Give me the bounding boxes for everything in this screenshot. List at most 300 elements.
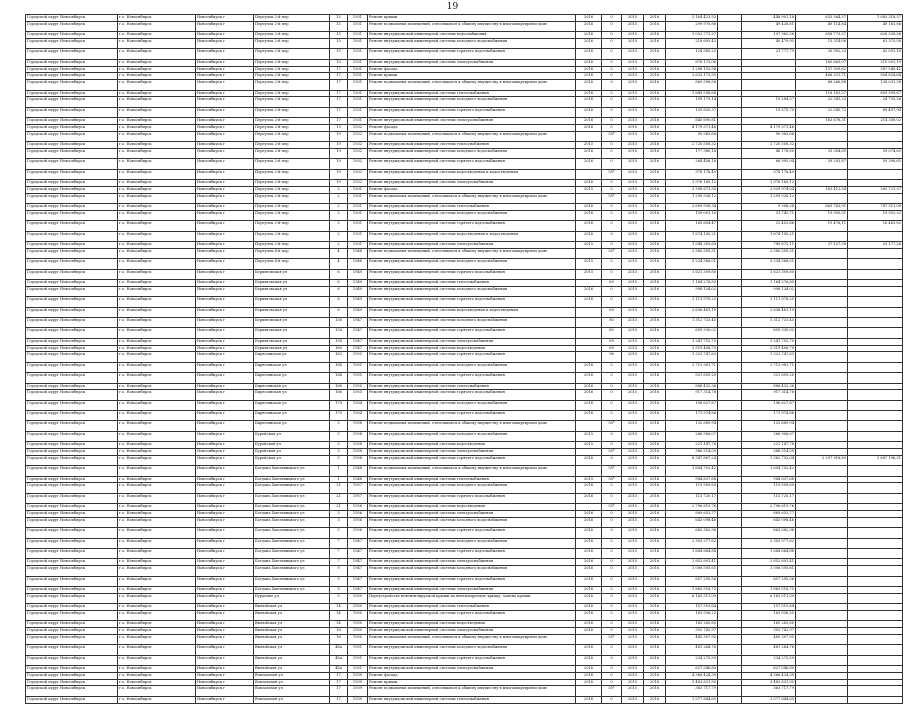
- cell-cost-2015: [796, 666, 848, 673]
- cell-plan-year: 2016: [576, 59, 602, 66]
- cell-city-district: г.о. Новосибирск: [118, 73, 196, 80]
- cell-wear-percent: 80: [602, 328, 622, 338]
- cell-settlement: Новосибирск г: [196, 97, 254, 107]
- cell-end-year: 2016: [644, 548, 666, 558]
- cell-house-number: 19: [330, 159, 348, 169]
- cell-work-type: Ремонт внутридомовой инженерной системы водоотведения и водоотведения: [368, 307, 576, 317]
- cell-end-year: 2016: [644, 66, 666, 73]
- cell-municipality: Городской округ Новосибирск: [26, 317, 118, 327]
- cell-total-cost: 119 509,69: [666, 483, 718, 493]
- cell-cost-2016: [848, 493, 903, 503]
- cell-wear-percent: 0: [602, 269, 622, 279]
- cell-house-number: 48а: [330, 655, 348, 665]
- cell-end-year: 2016: [644, 307, 666, 317]
- cell-cost-2015: [796, 286, 848, 296]
- cell-city-district: г.о. Новосибирск: [118, 666, 196, 673]
- cell-house-number: 17: [330, 679, 348, 686]
- cell-settlement: Новосибирск г: [196, 90, 254, 97]
- cell-cost-2016: 214 358,02: [848, 118, 903, 125]
- cell-cost-2016: [848, 548, 903, 558]
- cell-wear-percent: 0: [602, 21, 622, 31]
- table-row: [26, 476, 903, 483]
- cell-build-year: 1948: [348, 466, 368, 476]
- cell-cost-2016: [848, 231, 903, 241]
- cell-cost-2015: [796, 493, 848, 503]
- cell-work-type: Ремонт внутридомовой инженерной системы теплоснабжения: [368, 280, 576, 287]
- cell-total-cost: 1 052 771,27: [666, 32, 718, 39]
- cell-plan-year: 2016: [576, 566, 602, 576]
- cell-cost-2016: [848, 483, 903, 493]
- table-row: [26, 455, 903, 465]
- cell-end-year: 2016: [644, 566, 666, 576]
- cell-plan-year: 2016: [576, 593, 602, 603]
- cell-unit-cost: [718, 449, 742, 456]
- cell-total-cost: 485 307,95: [666, 634, 718, 644]
- cell-plan-year: 2016: [576, 180, 602, 187]
- cell-city-district: г.о. Новосибирск: [118, 280, 196, 287]
- cell-municipality: Городской округ Новосибирск: [26, 352, 118, 362]
- cell-plan-year: 2016: [576, 400, 602, 410]
- cell-work-type: Ремонт внутридомовой инженерной системы горячего водоснабжения: [368, 411, 576, 421]
- cell-wear-percent: 0: [602, 655, 622, 665]
- table-row: [26, 628, 903, 635]
- cell-work-type: Ремонт крыши: [368, 679, 576, 686]
- cell-city-district: г.о. Новосибирск: [118, 231, 196, 241]
- table-row: [26, 38, 903, 48]
- cell-house-number: 164: [330, 373, 348, 383]
- cell-house-number: 17: [330, 66, 348, 73]
- cell-work-type: Ремонт внутридомовой инженерной системы электроснабжения: [368, 628, 576, 635]
- cell-work-type: Ремонт внутридомовой инженерной системы электроснабжения: [368, 511, 576, 518]
- cell-wear-percent: 69: [602, 338, 622, 345]
- cell-cost-2014: 448 901,18: [742, 15, 796, 22]
- cell-end-year: 2016: [644, 559, 666, 566]
- cell-total-cost: 1 111 978,25: [666, 297, 718, 307]
- table-row: [26, 131, 903, 141]
- cell-cost-2016: [848, 686, 903, 696]
- cell-total-cost: 177 380,18: [666, 148, 718, 158]
- cell-street: Беринговская ул: [254, 345, 330, 352]
- cell-unit-cost: [718, 286, 742, 296]
- cell-settlement: Новосибирск г: [196, 159, 254, 169]
- cell-settlement: Новосибирск г: [196, 38, 254, 48]
- cell-street: Вокзальная ул: [254, 679, 330, 686]
- cell-unit-cost: [718, 504, 742, 511]
- cell-street: Переулок 2-й пер: [254, 59, 330, 66]
- cell-house-number: 48а: [330, 666, 348, 673]
- table-row: [26, 159, 903, 169]
- cell-municipality: Городской округ Новосибирск: [26, 124, 118, 131]
- cell-cost-2014: [742, 80, 796, 90]
- cell-total-cost: 386 514,09: [666, 449, 718, 456]
- cell-start-year: 2015: [622, 511, 644, 518]
- cell-unit-cost: [718, 431, 742, 441]
- cell-start-year: 2015: [622, 180, 644, 187]
- cell-end-year: 2016: [644, 352, 666, 362]
- cell-wear-percent: 0: [602, 97, 622, 107]
- cell-city-district: г.о. Новосибирск: [118, 593, 196, 603]
- cell-plan-year: 2016: [576, 621, 602, 628]
- cell-street: Беринговская ул: [254, 297, 330, 307]
- cell-total-cost: 1 649 596,68: [666, 90, 718, 97]
- cell-unit-cost: [718, 559, 742, 566]
- cell-build-year: 1956: [348, 504, 368, 511]
- cell-unit-cost: [718, 49, 742, 59]
- cell-start-year: 2015: [622, 504, 644, 511]
- cell-city-district: г.о. Новосибирск: [118, 442, 196, 449]
- cell-settlement: Новосибирск г: [196, 645, 254, 655]
- cell-start-year: 2015: [622, 383, 644, 390]
- cell-build-year: 1954: [348, 400, 368, 410]
- cell-cost-2014: 392 742,97: [742, 628, 796, 635]
- cell-street: Переулок 2-й пер: [254, 231, 330, 241]
- cell-wear-percent: 0: [602, 231, 622, 241]
- cell-build-year: 1931: [348, 210, 368, 220]
- cell-unit-cost: [718, 259, 742, 269]
- cell-plan-year: 2016: [576, 49, 602, 59]
- cell-unit-cost: [718, 528, 742, 538]
- table-row: [26, 221, 903, 231]
- cell-cost-2015: [796, 672, 848, 679]
- cell-unit-cost: [718, 231, 742, 241]
- cell-wear-percent: 0: [602, 242, 622, 249]
- cell-plan-year: 2016: [576, 210, 602, 220]
- cell-cost-2015: [796, 517, 848, 527]
- cell-unit-cost: [718, 73, 742, 80]
- cell-total-cost: 1 299 926,12: [666, 193, 718, 203]
- cell-end-year: 2016: [644, 442, 666, 449]
- cell-municipality: Городской округ Новосибирск: [26, 90, 118, 97]
- cell-unit-cost: [718, 269, 742, 279]
- cell-build-year: 1947: [348, 559, 368, 566]
- cell-cost-2015: [796, 686, 848, 696]
- cell-cost-2014: 1 863 518,75: [742, 586, 796, 593]
- cell-total-cost: 2 633 173,55: [666, 73, 718, 80]
- cell-total-cost: 378 176,49: [666, 169, 718, 179]
- table-row: [26, 317, 903, 327]
- cell-settlement: Новосибирск г: [196, 280, 254, 287]
- table-row: [26, 186, 903, 193]
- cell-cost-2015: [796, 431, 848, 441]
- cell-work-type: Ремонт внутридомовой инженерной системы теплоснабжения: [368, 476, 576, 483]
- cell-street: Переулок 2-й пер: [254, 80, 330, 90]
- cell-house-number: 5: [330, 593, 348, 603]
- cell-end-year: 2016: [644, 49, 666, 59]
- cell-total-cost: 627 546,80: [666, 666, 718, 673]
- cell-street: Переулок 2-й пер: [254, 221, 330, 231]
- cell-cost-2016: [848, 142, 903, 149]
- cell-municipality: Городской округ Новосибирск: [26, 148, 118, 158]
- cell-unit-cost: [718, 242, 742, 249]
- cell-start-year: 2015: [622, 73, 644, 80]
- cell-municipality: Городской округ Новосибирск: [26, 548, 118, 558]
- cell-city-district: г.о. Новосибирск: [118, 193, 196, 203]
- cell-build-year: 1931: [348, 15, 368, 22]
- cell-cost-2015: [796, 400, 848, 410]
- cell-build-year: 1948: [348, 248, 368, 258]
- cell-cost-2014: 1 684 664,88: [742, 548, 796, 558]
- cell-total-cost: 2 852 891,41: [666, 559, 718, 566]
- cell-cost-2014: 386 514,09: [742, 449, 796, 456]
- cell-house-number: 7: [330, 538, 348, 548]
- cell-unit-cost: [718, 97, 742, 107]
- cell-unit-cost: [718, 517, 742, 527]
- cell-end-year: 2016: [644, 32, 666, 39]
- cell-settlement: Новосибирск г: [196, 528, 254, 538]
- cell-municipality: Городской округ Новосибирск: [26, 15, 118, 22]
- cell-street: Переулок 2-й пер: [254, 124, 330, 131]
- cell-cost-2016: 89 497,94: [848, 107, 903, 117]
- cell-build-year: 1932: [348, 124, 368, 131]
- cell-total-cost: 196 627,87: [666, 400, 718, 410]
- cell-street: Переулок 2-й пер: [254, 204, 330, 211]
- cell-settlement: Новосибирск г: [196, 634, 254, 644]
- table-row: [26, 80, 903, 90]
- cell-wear-percent: 0: [602, 442, 622, 449]
- cell-work-type: Ремонт внутридомовой инженерной системы водоотведения: [368, 621, 576, 628]
- cell-end-year: 2016: [644, 666, 666, 673]
- cell-work-type: Переустройство невентилируемой крыши на вентилируемую крышу, замена крыши: [368, 593, 576, 603]
- table-row: [26, 610, 903, 620]
- cell-wear-percent: 0: [602, 538, 622, 548]
- cell-house-number: 2: [330, 193, 348, 203]
- cell-plan-year: 2015: [576, 186, 602, 193]
- cell-build-year: 1932: [348, 148, 368, 158]
- cell-city-district: г.о. Новосибирск: [118, 259, 196, 269]
- cell-city-district: г.о. Новосибирск: [118, 672, 196, 679]
- cell-plan-year: 2015: [576, 259, 602, 269]
- cell-wear-percent: 0: [602, 390, 622, 400]
- cell-work-type: Ремонт внутридомовой инженерной системы холодного водоснабжения: [368, 97, 576, 107]
- cell-street: Переулок 2-й пер: [254, 118, 330, 125]
- cell-start-year: 2015: [622, 148, 644, 158]
- cell-cost-2015: [796, 297, 848, 307]
- cell-end-year: 2016: [644, 411, 666, 421]
- cell-wear-percent: 0: [602, 124, 622, 131]
- cell-house-number: 6: [330, 297, 348, 307]
- cell-wear-percent: 0: [602, 204, 622, 211]
- cell-cost-2014: 2 519 406,70: [742, 345, 796, 352]
- cell-house-number: 1: [330, 476, 348, 483]
- table-row: [26, 672, 903, 679]
- cell-plan-year: 2016: [576, 73, 602, 80]
- cell-city-district: г.о. Новосибирск: [118, 131, 196, 141]
- cell-settlement: Новосибирск г: [196, 566, 254, 576]
- cell-start-year: 2015: [622, 118, 644, 125]
- cell-plan-year: 2016: [576, 576, 602, 586]
- cell-work-type: Ремонт внутридомовой инженерной системы горячего водоснабжения: [368, 107, 576, 117]
- cell-municipality: Городской округ Новосибирск: [26, 21, 118, 31]
- cell-cost-2015: 160 863,07: [796, 59, 848, 66]
- cell-city-district: г.о. Новосибирск: [118, 449, 196, 456]
- cell-street: Вилюйская ул: [254, 645, 330, 655]
- cell-cost-2016: 82 091,18: [848, 49, 903, 59]
- cell-settlement: Новосибирск г: [196, 345, 254, 352]
- cell-wear-percent: 0: [602, 362, 622, 372]
- cell-end-year: 2016: [644, 180, 666, 187]
- cell-start-year: 2015: [622, 528, 644, 538]
- cell-work-type: Ремонт внутридомовой инженерной системы горячего водоснабжения: [368, 159, 576, 169]
- cell-cost-2014: 1 111 978,25: [742, 297, 796, 307]
- cell-unit-cost: [718, 328, 742, 338]
- table-row: [26, 431, 903, 441]
- cell-unit-cost: [718, 383, 742, 390]
- cell-cost-2014: 657 295,56: [742, 576, 796, 586]
- table-row: [26, 504, 903, 511]
- cell-cost-2014: 22 452,66: [742, 221, 796, 231]
- cell-cost-2016: 285 721,37: [848, 186, 903, 193]
- table-row: [26, 373, 903, 383]
- cell-total-cost: 1 863 518,75: [666, 586, 718, 593]
- cell-total-cost: 2 720 508,32: [666, 142, 718, 149]
- cell-settlement: Новосибирск г: [196, 483, 254, 493]
- cell-total-cost: 4 179 371,46: [666, 124, 718, 131]
- cell-settlement: Новосибирск г: [196, 400, 254, 410]
- cell-cost-2015: [796, 655, 848, 665]
- cell-work-type: Ремонт фасада: [368, 186, 576, 193]
- cell-cost-2015: [796, 307, 848, 317]
- cell-house-number: 21: [330, 504, 348, 511]
- cell-cost-2014: 659 330,02: [742, 328, 796, 338]
- cell-unit-cost: [718, 538, 742, 548]
- cell-cost-2016: [848, 124, 903, 131]
- cell-end-year: 2016: [644, 317, 666, 327]
- cell-plan-year: 2016: [576, 672, 602, 679]
- cell-start-year: 2015: [622, 421, 644, 431]
- cell-house-number: 48а: [330, 645, 348, 655]
- cell-start-year: 2015: [622, 21, 644, 31]
- cell-build-year: 1958: [348, 449, 368, 456]
- cell-street: Вилюйская ул: [254, 604, 330, 611]
- cell-house-number: 17: [330, 107, 348, 117]
- table-row: [26, 338, 903, 345]
- cell-work-type: Ремонт внутридомовой инженерной системы теплоснабжения: [368, 142, 576, 149]
- cell-total-cost: 392 742,97: [666, 628, 718, 635]
- cell-cost-2015: 37 137,58: [796, 242, 848, 249]
- cell-cost-2015: [796, 528, 848, 538]
- cell-house-number: 17: [330, 696, 348, 703]
- cell-work-type: Ремонт внутридомовой инженерной системы горячего водоснабжения: [368, 221, 576, 231]
- cell-end-year: 2016: [644, 280, 666, 287]
- cell-end-year: 2016: [644, 248, 666, 258]
- cell-start-year: 2015: [622, 517, 644, 527]
- cell-total-cost: 6 347 867,24: [666, 455, 718, 465]
- cell-cost-2015: [796, 548, 848, 558]
- cell-municipality: Городской округ Новосибирск: [26, 476, 118, 483]
- cell-plan-year: 2015: [576, 442, 602, 449]
- cell-street: Переулок 2-й пер: [254, 49, 330, 59]
- cell-house-number: 15: [330, 15, 348, 22]
- table-row: [26, 49, 903, 59]
- cell-house-number: 156: [330, 317, 348, 327]
- cell-cost-2016: [848, 672, 903, 679]
- cell-total-cost: 299 970,86: [666, 21, 718, 31]
- table-row: [26, 686, 903, 696]
- cell-street: Богдана Хмельницкого ул: [254, 483, 330, 493]
- cell-build-year: 1954: [348, 411, 368, 421]
- cell-cost-2014: 19 575,70: [742, 107, 796, 117]
- table-row: [26, 97, 903, 107]
- cell-build-year: 1955: [348, 352, 368, 362]
- cell-street: Беринговская ул: [254, 317, 330, 327]
- cell-wear-percent: 55*: [602, 449, 622, 456]
- cell-cost-2014: 1 577 844,65: [742, 696, 796, 703]
- cell-cost-2016: 59 398,65: [848, 159, 903, 169]
- cell-wear-percent: 69: [602, 307, 622, 317]
- cell-cost-2015: [796, 696, 848, 703]
- cell-cost-2016: [848, 476, 903, 483]
- cell-cost-2016: [848, 345, 903, 352]
- cell-city-district: г.о. Новосибирск: [118, 118, 196, 125]
- cell-cost-2014: 1 674 195,21: [742, 231, 796, 241]
- cell-settlement: Новосибирск г: [196, 328, 254, 338]
- cell-end-year: 2016: [644, 400, 666, 410]
- cell-municipality: Городской округ Новосибирск: [26, 328, 118, 338]
- table-row: [26, 528, 903, 538]
- cell-street: Бирюсинская ул: [254, 400, 330, 410]
- cell-wear-percent: 55*: [602, 686, 622, 696]
- cell-house-number: 16: [330, 628, 348, 635]
- cell-settlement: Новосибирск г: [196, 204, 254, 211]
- cell-end-year: 2016: [644, 610, 666, 620]
- cell-wear-percent: 0: [602, 259, 622, 269]
- cell-work-type: Ремонт внутридомовой инженерной системы электроснабжения: [368, 118, 576, 125]
- cell-cost-2014: 2 852 891,41: [742, 559, 796, 566]
- cell-work-type: Ремонт подвальных помещений, относящихся к общему имуществу в многоквартирном доме: [368, 131, 576, 141]
- cell-work-type: Ремонт внутридомовой инженерной системы холодного водоснабжения: [368, 400, 576, 410]
- cell-street: Бурейская ул: [254, 455, 330, 465]
- cell-cost-2014: 378 176,49: [742, 169, 796, 179]
- cell-build-year: 1932: [348, 131, 368, 141]
- cell-city-district: г.о. Новосибирск: [118, 655, 196, 665]
- cell-city-district: г.о. Новосибирск: [118, 483, 196, 493]
- cell-city-district: г.о. Новосибирск: [118, 66, 196, 73]
- cell-start-year: 2015: [622, 466, 644, 476]
- cell-house-number: 170: [330, 400, 348, 410]
- cell-end-year: 2016: [644, 131, 666, 141]
- table-row: [26, 383, 903, 390]
- cell-end-year: 2016: [644, 504, 666, 511]
- cell-city-district: г.о. Новосибирск: [118, 528, 196, 538]
- cell-cost-2014: 917 314,78: [742, 390, 796, 400]
- cell-city-district: г.о. Новосибирск: [118, 696, 196, 703]
- cell-build-year: 1951: [348, 645, 368, 655]
- cell-start-year: 2015: [622, 66, 644, 73]
- cell-street: Бурденко ул: [254, 593, 330, 603]
- cell-work-type: Ремонт внутридомовой инженерной системы теплоснабжения: [368, 90, 576, 97]
- table-row: [26, 204, 903, 211]
- cell-end-year: 2016: [644, 696, 666, 703]
- cell-street: Переулок 2-й пер: [254, 169, 330, 179]
- cell-build-year: 1950: [348, 593, 368, 603]
- cell-plan-year: 2016: [576, 604, 602, 611]
- cell-plan-year: 2016: [576, 221, 602, 231]
- cell-start-year: 2015: [622, 286, 644, 296]
- cell-work-type: Ремонт внутридомовой инженерной системы горячего водоснабжения: [368, 297, 576, 307]
- cell-street: Переулок 2-й пер: [254, 32, 330, 39]
- cell-street: Переулок 2-й пер: [254, 131, 330, 141]
- cell-end-year: 2016: [644, 466, 666, 476]
- cell-start-year: 2015: [622, 442, 644, 449]
- cell-start-year: 2015: [622, 431, 644, 441]
- cell-city-district: г.о. Новосибирск: [118, 345, 196, 352]
- cell-cost-2015: [796, 180, 848, 187]
- cell-wear-percent: 55*: [602, 476, 622, 483]
- cell-municipality: Городской округ Новосибирск: [26, 193, 118, 203]
- cell-end-year: 2016: [644, 576, 666, 586]
- cell-street: Богдана Хмельницкого ул: [254, 559, 330, 566]
- cell-wear-percent: 0: [602, 148, 622, 158]
